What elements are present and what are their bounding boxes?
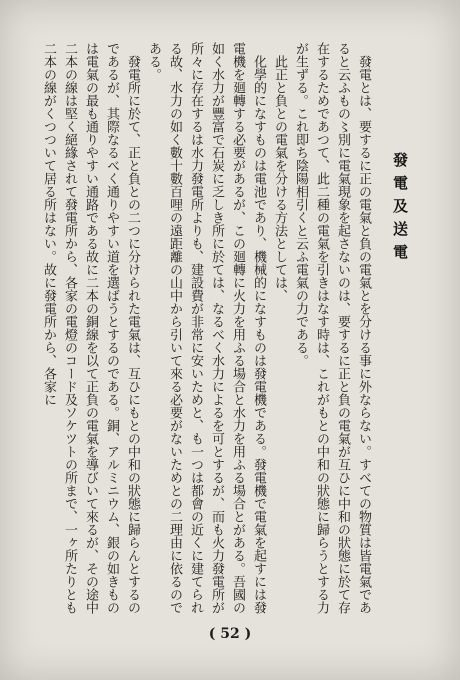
paragraph: 化學的になすものは電池であり、機械的になすものは發電機である。發電機で電氣を起すには發電機を廻轉する必要があるが、この廻轉に火力を用ふる場合と水力を用ふる場合とがある。吾國の如く水力が豐富で石炭に乏しき所に於ては、なるべく水力によるを可とするが、而も火力發電所が所々に存在するは水力發電所よりも、建設費が非常に安いためと、も一つは都會の近くに建てられる故、水力の如く數十數百哩の遠距離の山中から引いて來る必要がないためとの二理由に依るのである。 [146, 42, 266, 614]
paragraph: 此正と負との電氣を分ける方法としては、 [272, 55, 287, 302]
section-title: 發電及送電 [391, 152, 409, 267]
body-text [22, 42, 374, 622]
paragraph: 發電所に於て、正と負との二つに分けられた電氣は、互ひにもとの中和の狀態に歸らんとするのであるが、其際なるべく通りやすい道を選ばうとするのである。銅、アルミニウム、銀の如きものは電氣の最も通りやすい通路である故に二本の銅線を以て正負の電氣を導びいて來るが、その途中二本の線は堅く絕緣されて發電所から、各家の電燈のコード及ソケツトの所まで、一ヶ所たりとも二本の線がくつついて居る所はない。故に發電所から、各家に [41, 42, 140, 614]
paragraph: 發電とは、要するに正の電氣と負の電氣とを分ける事に外ならない。すべての物質は皆電氣であると云ふもの〻別に電氣現象を起さないのは、要するに正と負の電氣が互ひに中和の狀態に於て存在するためであつて、此二種の電氣を引きはなす時は、これがもとの中和の狀態に歸らうとする力が生ずる。これ即ち陰陽相引くと云ふ電氣の力である。 [293, 42, 371, 614]
page-number: ( 52 ) [208, 626, 252, 642]
